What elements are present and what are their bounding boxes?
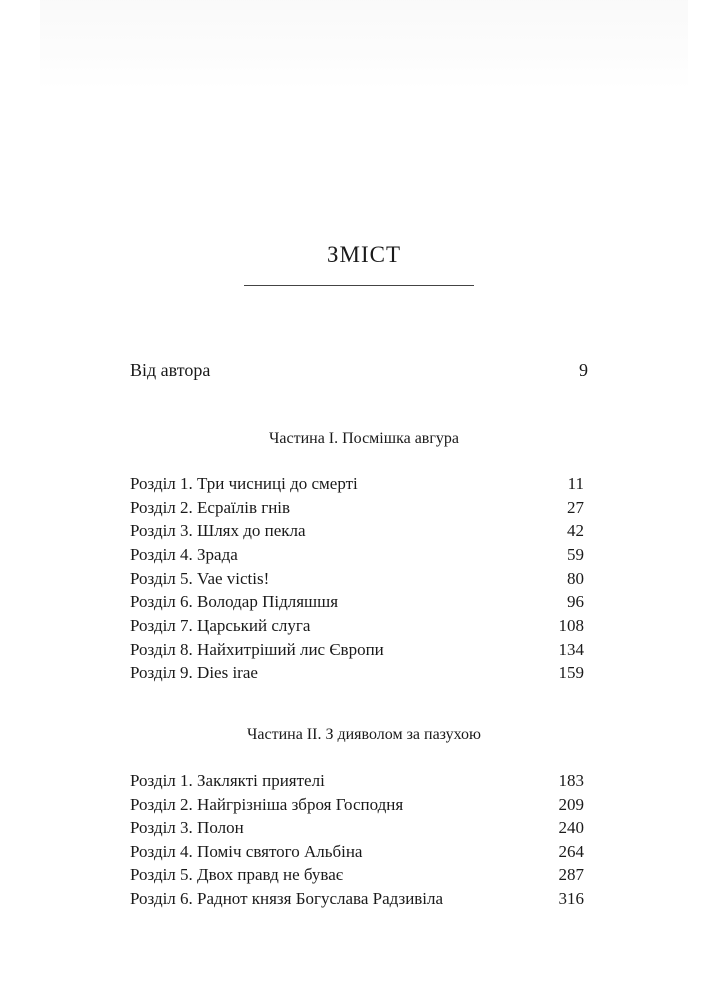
toc-entry-label: Від автора: [130, 360, 211, 380]
toc-entry-page: 183: [558, 771, 584, 790]
toc-entry-label: Розділ 5. Vae victis!: [130, 569, 270, 588]
toc-entry-label: Розділ 4. Зрада: [130, 545, 238, 564]
toc-entry[interactable]: [130, 521, 584, 541]
toc-entry-label: Розділ 3. Полон: [130, 818, 244, 837]
toc-entry-label: Розділ 8. Найхитріший лис Європи: [130, 640, 384, 659]
toc-entry-label: Розділ 5. Двох правд не буває: [130, 865, 344, 884]
toc-entry-label: Розділ 2. Найгрізніша зброя Господня: [130, 795, 404, 814]
toc-entry[interactable]: [130, 498, 584, 518]
toc-entry[interactable]: [130, 842, 584, 862]
bleed-through-shadow: [40, 0, 688, 90]
toc-entry[interactable]: [130, 569, 584, 589]
toc-entry[interactable]: [130, 545, 584, 565]
part-2-title: Частина II. З дияволом за пазухою: [246, 726, 481, 743]
toc-entry[interactable]: [130, 865, 584, 885]
toc-entry[interactable]: [130, 818, 584, 838]
toc-entry-label: Розділ 9. Dies irae: [130, 663, 258, 682]
toc-entry-page: 59: [567, 545, 584, 564]
toc-entry-page: 108: [558, 616, 584, 635]
toc-entry[interactable]: [130, 616, 584, 636]
toc-entry[interactable]: [130, 592, 584, 612]
toc-entry-page: 42: [567, 521, 584, 540]
toc-entry-page: 96: [567, 592, 584, 611]
title-underline: [244, 285, 474, 286]
toc-entry[interactable]: [130, 889, 584, 909]
toc-entry-page: 9: [579, 360, 588, 380]
toc-entry-page: 80: [567, 569, 584, 588]
toc-entry-page: 209: [558, 795, 584, 814]
toc-entry-page: 287: [558, 865, 584, 884]
toc-entry[interactable]: [130, 663, 584, 683]
toc-entry-page: 134: [558, 640, 584, 659]
toc-entry-label: Розділ 1. Три чисниці до смерті: [130, 474, 358, 493]
toc-entry-page: 11: [567, 474, 584, 493]
toc-entry[interactable]: [130, 474, 584, 494]
toc-entry-label: Розділ 6. Володар Підляшшя: [130, 592, 339, 611]
page-title: ЗМІСТ: [326, 242, 402, 267]
toc-entry[interactable]: [130, 771, 584, 791]
toc-entry-label: Розділ 1. Заклякті приятелі: [130, 771, 325, 790]
toc-entry-label: Розділ 4. Поміч святого Альбіна: [130, 842, 363, 861]
toc-entry-page: 316: [558, 889, 584, 908]
toc-entry[interactable]: [130, 795, 584, 815]
toc-entry-intro[interactable]: [130, 360, 588, 381]
toc-entry[interactable]: [130, 640, 584, 660]
toc-entry-page: 264: [558, 842, 584, 861]
toc-entry-label: Розділ 6. Раднот князя Богуслава Радзивіла: [130, 889, 444, 908]
toc-entry-label: Розділ 7. Царський слуга: [130, 616, 311, 635]
toc-entry-page: 240: [558, 818, 584, 837]
toc-entry-page: 27: [567, 498, 584, 517]
toc-entry-page: 159: [558, 663, 584, 682]
toc-entry-label: Розділ 3. Шлях до пекла: [130, 521, 306, 540]
part-1-title: Частина I. Посмішка авгура: [268, 430, 460, 447]
toc-entry-label: Розділ 2. Есраїлів гнів: [130, 498, 291, 517]
